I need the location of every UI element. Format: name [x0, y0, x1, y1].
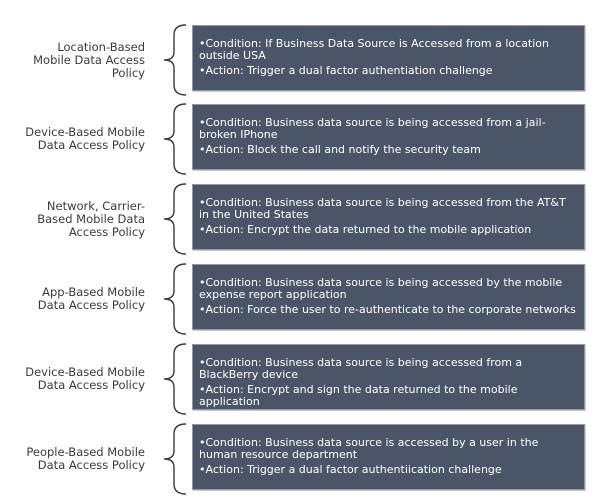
- policy-row-people: [0, 424, 600, 494]
- condition-text: •Condition: If Business Data Source is Accessed from a location outside USA: [199, 37, 550, 62]
- curly-brace-icon: [160, 342, 190, 416]
- condition-text: •Condition: Business data source is being accessed by the mobile expense report application: [199, 276, 563, 301]
- policy-rule-box: [192, 25, 585, 91]
- condition-text: •Condition: Business data source is being accessed from a BlackBerry device: [199, 356, 523, 381]
- policy-label: Device-Based Mobile Data Access Policy: [25, 125, 145, 152]
- policy-rule-box: [192, 104, 585, 170]
- policy-label: App-Based Mobile Data Access Policy: [37, 285, 145, 312]
- curly-brace-icon: [160, 23, 190, 97]
- condition-text: •Condition: Business data source is being accessed from a jail-broken IPhone: [199, 116, 546, 141]
- action-text: •Action: Encrypt the data returned to the mobile application: [199, 223, 532, 236]
- action-text: •Action: Trigger a dual factor authentiication challenge: [199, 463, 502, 476]
- policy-row-device-jailbroken: [0, 104, 600, 174]
- policy-label: Location-Based Mobile Data Access Policy: [33, 39, 145, 80]
- action-text: •Action: Encrypt and sign the data returned to the mobile application: [199, 383, 518, 408]
- action-text: •Action: Trigger a dual factor authentiation challenge: [199, 64, 493, 77]
- policy-row-network-carrier: [0, 184, 600, 254]
- curly-brace-icon: [160, 422, 190, 496]
- policy-label: Device-Based Mobile Data Access Policy: [25, 365, 145, 392]
- action-text: •Action: Force the user to re-authenticate to the corporate networks: [199, 303, 576, 316]
- curly-brace-icon: [160, 262, 190, 336]
- curly-brace-icon: [160, 182, 190, 256]
- policy-rule-box: [192, 264, 585, 330]
- policy-rule-box: [192, 344, 585, 410]
- condition-text: •Condition: Business data source is accessed by a user in the human resource department: [199, 436, 539, 461]
- curly-brace-icon: [160, 102, 190, 176]
- policy-label: Network, Carrier- Based Mobile Data Access Policy: [37, 198, 145, 239]
- policy-row-app: [0, 264, 600, 334]
- policy-row-location: [0, 25, 600, 95]
- policy-rule-box: [192, 424, 585, 490]
- action-text: •Action: Block the call and notify the security team: [199, 143, 481, 156]
- condition-text: •Condition: Business data source is being accessed from the AT&T in the United States: [199, 196, 566, 221]
- policy-row-device-blackberry: [0, 344, 600, 414]
- policy-rule-box: [192, 184, 585, 250]
- policy-label: People-Based Mobile Data Access Policy: [26, 445, 145, 472]
